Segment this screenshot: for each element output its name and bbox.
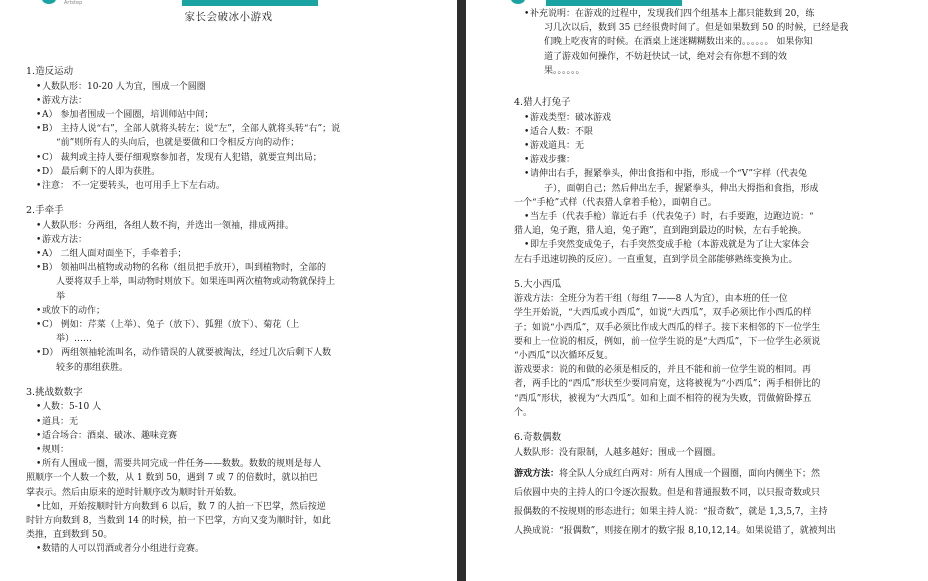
line-text: C） 裁判或主持人要仔细观察参加者，发现有人犯错，就要宣判出局； bbox=[42, 152, 322, 163]
line-text: 适合人数：不限 bbox=[530, 126, 594, 137]
bullet-item bbox=[26, 179, 420, 193]
spacer bbox=[26, 193, 420, 204]
text-line bbox=[514, 35, 902, 49]
line-text: D） 两组领袖轮流叫名，动作错误的人就要被淘汰，经过几次后剩下人数 bbox=[42, 348, 332, 359]
bullet-item bbox=[514, 238, 902, 252]
line-text: “小西瓜”以次循环反复。 bbox=[514, 351, 614, 362]
bullet-item bbox=[26, 400, 420, 414]
line-text: 人数：5-10 人 bbox=[42, 402, 102, 413]
line-text: 当左手（代表手枪）靠近右手（代表兔子）时，右手要跑，边跑边说：“ bbox=[530, 211, 814, 222]
line-text: 游戏方法： bbox=[42, 95, 88, 106]
text-line bbox=[26, 290, 420, 304]
line-text: 游戏道具：无 bbox=[530, 140, 585, 151]
line-text: 将全队人分成红白两对：所有人围成一个圆圈，面向内侧坐下；然 bbox=[559, 468, 821, 479]
line-text: 报偶数的不按规则的形态进行；如果主持人说：“报奇数”，就是 1,3,5,7，主持 bbox=[514, 506, 828, 517]
spacer bbox=[514, 89, 902, 96]
text-line bbox=[514, 50, 902, 64]
line-text: 照顺序一个人数一个数，从 1 数到 50，遇到 7 或 7 的倍数时，就以拍巴 bbox=[26, 473, 318, 484]
line-text: 补充说明：在游戏的过程中，发现我们四个组基本上都只能数到 20，练 bbox=[530, 9, 815, 19]
section-heading: 4.猎人打兔子 bbox=[514, 97, 571, 109]
line-text: 子；如说“小西瓜”，双手必须比作成大西瓜的样子。接下来相邻的下一位学生 bbox=[514, 322, 821, 333]
section-heading: 1.造反运动 bbox=[26, 66, 74, 77]
spacer bbox=[514, 78, 902, 89]
line-text: 适合场合：酒桌、破冰、趣味竞赛 bbox=[42, 430, 178, 441]
line-text: 数错的人可以罚酒或者分小组进行竞赛。 bbox=[42, 544, 205, 555]
line-text: 比如，开始按顺时针方向数到 6 以后，数 7 的人拍一下巴掌，然后按逆 bbox=[42, 501, 326, 512]
line-text: C） 例如：芹菜（上举）、兔子（放下）、狐狸（放下）、菊花（上 bbox=[42, 320, 300, 331]
text-line bbox=[26, 528, 420, 542]
header-strip bbox=[546, 0, 682, 6]
text-line bbox=[26, 332, 420, 346]
line-text: 规则： bbox=[42, 444, 70, 455]
line-text: 即左手突然变成兔子，右手突然变成手枪（本游戏就是为了让大家体会 bbox=[530, 240, 810, 251]
left-content bbox=[26, 65, 420, 557]
text-line bbox=[514, 182, 902, 196]
line-text: 道了游戏如何操作，不妨赶快试一试，绝对会有你想不到的效 bbox=[544, 51, 788, 62]
text-line bbox=[26, 471, 420, 485]
line-text: 人数队形：没有限制，人越多越好；围成一个圆圈。 bbox=[514, 447, 722, 458]
spacer bbox=[514, 267, 902, 278]
section-heading: 2.手牵手 bbox=[26, 205, 64, 217]
line-text: 游戏方法：全班分为若干组（每组 7——8 人为宜），由本班的任一位 bbox=[514, 294, 788, 305]
line-text: 类推，直到数到 50。 bbox=[26, 530, 113, 541]
bullet-item bbox=[26, 457, 420, 471]
bullet-item bbox=[26, 219, 420, 233]
line-text: “前”则所有人的头向后，也就是要做和口令相反方向的动作； bbox=[56, 138, 300, 149]
line-text: “西瓜”形状，被视为“大西瓜”。如和上面不相符的视为失败，罚做俯卧撑五 bbox=[514, 393, 812, 404]
bullet-item bbox=[26, 108, 420, 122]
line-text: 子），面朝自己；然后伸出左手，握紧拳头，伸出大拇指和食指，形成 bbox=[544, 183, 819, 194]
line-text: 举 bbox=[56, 291, 66, 302]
bullet-item bbox=[26, 165, 420, 179]
text-line bbox=[514, 446, 902, 460]
game-section bbox=[26, 65, 420, 193]
line-text: 掌表示。然后由原来的逆时针顺序改为顺时针开始数。 bbox=[26, 487, 243, 498]
line-text: 道具：无 bbox=[42, 416, 79, 427]
bullet-item bbox=[26, 318, 420, 332]
line-text: B） 领袖叫出植物或动物的名称（组员把手放开），叫到植物时，全部的 bbox=[42, 263, 326, 274]
bullet-item bbox=[26, 542, 420, 556]
line-text: 人换成说：“报偶数”，则接在刚才的数字报 8,10,12,14。如果说错了，就被判出 bbox=[514, 525, 836, 536]
page-title: 家长会破冰小游戏 bbox=[184, 11, 273, 23]
line-text: 习几次以后，数到 35 已经很费时间了。但是如果数到 50 的时候，已经是我 bbox=[544, 23, 849, 34]
bullet-item bbox=[26, 429, 420, 443]
line-text: 时针方向数到 8，当数到 14 的时候，拍一下巴掌，方向又变为顺时针，如此 bbox=[26, 515, 331, 526]
text-line bbox=[514, 406, 902, 420]
section-heading: 6.奇数偶数 bbox=[514, 432, 562, 444]
line-text: 后依圆中央的主持人的口令逐次报数。但是和普通报数不同，以只报奇数或只 bbox=[514, 487, 821, 498]
text-line bbox=[514, 377, 902, 391]
text-line bbox=[514, 253, 902, 267]
line-text: 一个“手枪”式样（代表猎人拿着手枪），面朝自己。 bbox=[514, 197, 717, 208]
text-line bbox=[514, 522, 902, 541]
line-text: 人数队形：10-20 人为宜，围成一个圆圈 bbox=[42, 81, 206, 92]
line-text: 游戏类型：破冰游戏 bbox=[530, 112, 612, 123]
text-line bbox=[26, 361, 420, 375]
line-text: A） 二组人面对面坐下，手牵着手； bbox=[42, 249, 187, 260]
bullet-item bbox=[514, 153, 902, 167]
line-text: A） 参加者围成一个圆圈，培训师站中间； bbox=[42, 109, 214, 120]
line-text: 请伸出右手，握紧拳头，伸出食指和中指，形成一个“V”字样（代表兔 bbox=[530, 169, 808, 180]
game-section bbox=[26, 204, 420, 375]
line-text: 较多的那组获胜。 bbox=[56, 362, 129, 373]
line-text: 猎人追，兔子跑，猎人追，兔子跑”，直到跑到最边的时候，左右手轮换。 bbox=[514, 226, 807, 237]
line-text: 人要将双手上举，叫动物时则放下。如果连叫两次植物或动物就保持上 bbox=[56, 277, 336, 288]
text-line bbox=[514, 224, 902, 238]
spacer bbox=[26, 375, 420, 386]
text-line bbox=[514, 392, 902, 406]
line-text: 个。 bbox=[514, 407, 533, 418]
text-line bbox=[514, 64, 902, 78]
text-line bbox=[26, 136, 420, 150]
text-line bbox=[514, 503, 902, 522]
bullet-item bbox=[26, 122, 420, 136]
line-text: 举）…… bbox=[56, 334, 93, 345]
line-text: 人数队形：分两组，各组人数不拘，并选出一领袖，排成两排。 bbox=[42, 220, 295, 231]
text-line bbox=[514, 484, 902, 503]
line-text: 们晚上吃夜宵的时候。在酒桌上迷迷糊糊数出来的。。。。。。 如果你知 bbox=[544, 37, 813, 48]
text-line bbox=[514, 306, 902, 320]
bullet-item bbox=[514, 139, 902, 153]
game-section bbox=[514, 96, 902, 267]
section-heading: 3.挑战数数字 bbox=[26, 386, 83, 398]
line-text: 学生开始说，“大西瓜或小西瓜”，如说“大西瓜”，双手必须比作小西瓜的样 bbox=[514, 308, 812, 319]
right-content bbox=[514, 7, 902, 541]
text-line bbox=[26, 486, 420, 500]
line-text: 者，两手比的“西瓜”形状至少要同肩宽，这将被视为“小西瓜”；两手相併比的 bbox=[514, 379, 821, 390]
text-line bbox=[514, 292, 902, 306]
line-text: 游戏步骤： bbox=[530, 155, 576, 166]
document-page-left bbox=[0, 0, 457, 581]
line-text: 要和上一位说的相反，例如，前一位学生说的是“大西瓜”，下一位学生必须说 bbox=[514, 336, 821, 347]
bullet-item bbox=[26, 500, 420, 514]
text-line bbox=[26, 514, 420, 528]
bullet-item bbox=[514, 111, 902, 125]
bullet-item bbox=[514, 125, 902, 139]
bullet-item bbox=[26, 151, 420, 165]
game-section bbox=[514, 431, 902, 541]
bullet-item bbox=[26, 346, 420, 360]
line-text: 所有人围成一圈，需要共同完成一件任务——数数。数数的规则是每人 bbox=[42, 459, 322, 470]
text-line bbox=[514, 349, 902, 363]
game-section bbox=[26, 386, 420, 557]
line-text: 注意： 不一定要转头，也可用手上下左右动。 bbox=[42, 180, 225, 191]
bullet-item bbox=[514, 210, 902, 224]
bullet-item bbox=[26, 80, 420, 94]
text-line bbox=[514, 196, 902, 210]
line-text: D） 最后剩下的人即为获胜。 bbox=[42, 166, 161, 177]
text-line bbox=[26, 275, 420, 289]
bullet-item bbox=[26, 304, 420, 318]
text-line bbox=[514, 363, 902, 377]
bullet-item bbox=[26, 233, 420, 247]
text-line bbox=[514, 335, 902, 349]
logo-icon bbox=[42, 0, 56, 4]
bullet-item bbox=[514, 7, 902, 21]
logo-text: Artstep bbox=[64, 0, 83, 6]
line-text: 果。。。。。。 bbox=[544, 65, 585, 76]
game-section bbox=[514, 278, 902, 420]
bullet-item bbox=[26, 443, 420, 457]
header-strip bbox=[182, 0, 318, 6]
line-text: B） 主持人说“右”，全部人就将头转左；说“左”，全部人就将头转“右”；说 bbox=[42, 124, 341, 135]
bullet-item bbox=[26, 94, 420, 108]
document-page-right bbox=[466, 0, 928, 581]
line-text: 左右手迅速切换的反应）。一直重复，直到学员全部能够熟练变换为止。 bbox=[514, 254, 798, 265]
bullet-item bbox=[26, 247, 420, 261]
text-line bbox=[514, 321, 902, 335]
bullet-item bbox=[514, 167, 902, 181]
logo-icon bbox=[511, 0, 525, 4]
spacer bbox=[514, 420, 902, 431]
bullet-item bbox=[26, 415, 420, 429]
line-text: 或放下的动作； bbox=[42, 305, 106, 316]
lead-label: 游戏方法： bbox=[514, 468, 560, 479]
page-gutter bbox=[457, 0, 466, 581]
text-line bbox=[514, 21, 902, 35]
bullet-item bbox=[26, 261, 420, 275]
text-line bbox=[514, 465, 902, 484]
line-text: 游戏方法： bbox=[42, 234, 88, 245]
section-heading: 5.大小西瓜 bbox=[514, 278, 562, 290]
line-text: 游戏要求：说的和做的必须是相反的，并且不能和前一位学生说的相同。再 bbox=[514, 365, 812, 376]
